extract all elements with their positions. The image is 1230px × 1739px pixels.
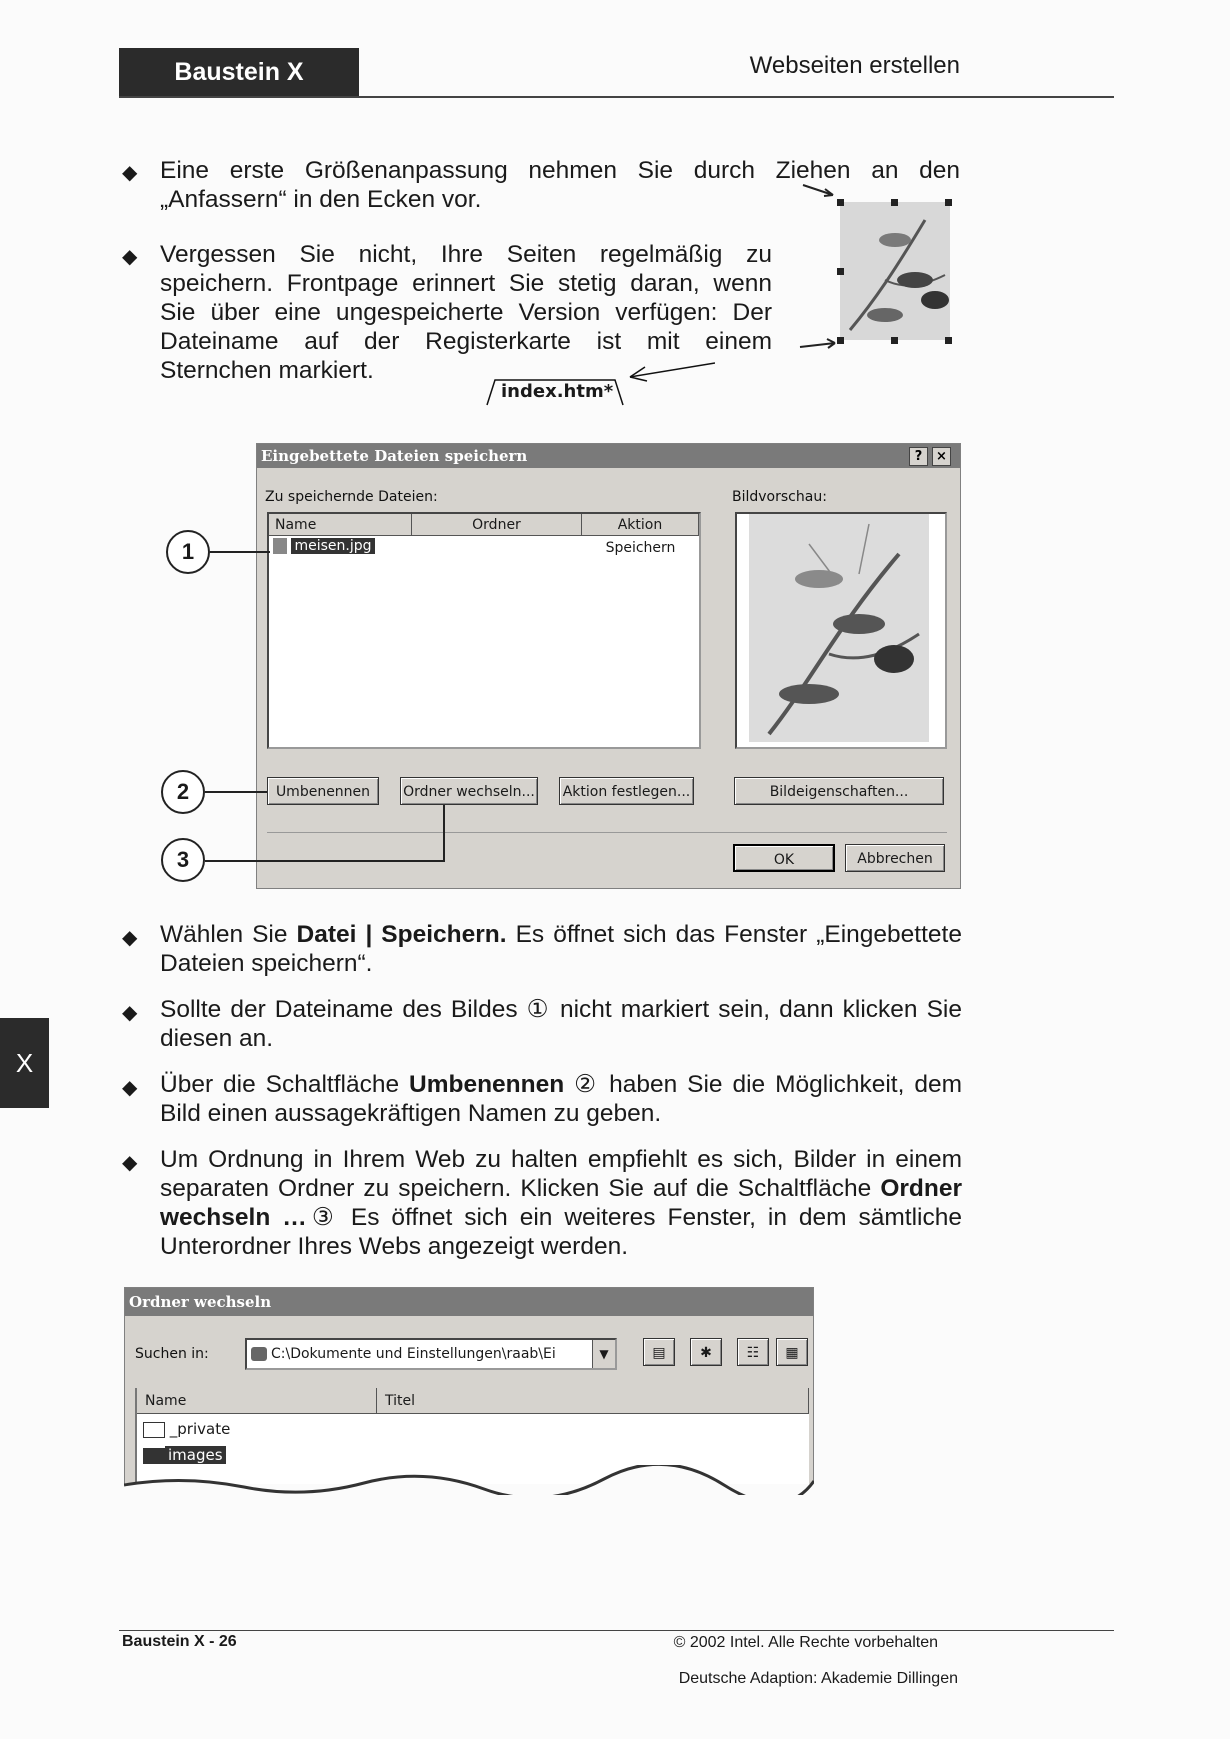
look-in-select[interactable]: [245, 1338, 617, 1370]
column-action[interactable]: Aktion: [582, 514, 699, 536]
paragraph-3: [160, 920, 962, 978]
image-preview: [735, 512, 947, 749]
callout-3-line: [205, 860, 445, 862]
column-folder[interactable]: Ordner: [412, 514, 582, 536]
dialog-titlebar: Ordner wechseln: [125, 1288, 813, 1316]
paragraph-3-text: Wählen Sie: [160, 921, 297, 948]
change-folder-button[interactable]: Ordner wechseln...: [400, 777, 538, 805]
image-properties-button[interactable]: Bildeigenschaften...: [734, 777, 944, 805]
look-in-path: C:\Dokumente und Einstellungen\raab\Ei: [271, 1346, 556, 1362]
page-title: Webseiten erstellen: [749, 52, 960, 79]
files-label: Zu speichernde Dateien:: [265, 489, 438, 505]
embedded-files-dialog: [256, 443, 961, 889]
paragraph-5-command: Umbenennen: [409, 1071, 565, 1098]
paragraph-6: [160, 1145, 962, 1261]
bullet-icon: ◆: [122, 162, 138, 184]
callout-2: 2: [161, 770, 205, 814]
folder-icon: [143, 1422, 165, 1438]
module-badge: Baustein X: [119, 48, 359, 96]
bullet-icon: ◆: [122, 927, 138, 949]
dialog-separator: [267, 832, 947, 833]
copyright: © 2002 Intel. Alle Rechte vorbehalten: [673, 1634, 938, 1651]
close-button[interactable]: ×: [932, 447, 951, 466]
change-folder-dialog: [124, 1287, 814, 1484]
list-view-button[interactable]: ☷: [737, 1338, 769, 1366]
torn-edge: [124, 1465, 814, 1495]
bird-preview-image: [749, 514, 929, 742]
dialog-titlebar: Eingebettete Dateien speichern: [257, 444, 960, 468]
folder-item-private[interactable]: [143, 1420, 230, 1438]
paragraph-5-rest: ② haben Sie die Möglichkeit, dem Bild einen aussagekräftigen Namen zu geben.: [160, 1071, 962, 1127]
callout-1-line: [210, 551, 270, 553]
paragraph-6-command: Ordner wechseln …: [160, 1175, 962, 1231]
image-file-icon: [273, 538, 287, 554]
folder-icon: [143, 1448, 165, 1464]
chevron-down-icon[interactable]: ▼: [592, 1340, 615, 1368]
rename-button[interactable]: Umbenennen: [267, 777, 379, 805]
details-view-button[interactable]: ▦: [776, 1338, 808, 1366]
column-name[interactable]: Name: [269, 514, 412, 536]
callout-1: 1: [166, 530, 210, 574]
new-folder-button[interactable]: ✱: [690, 1338, 722, 1366]
set-action-button[interactable]: Aktion festlegen...: [559, 777, 694, 805]
file-name: meisen.jpg: [291, 538, 374, 554]
footer-divider: [119, 1630, 1114, 1631]
ok-button[interactable]: OK: [733, 844, 835, 872]
cancel-button[interactable]: Abbrechen: [845, 844, 945, 872]
help-button[interactable]: ?: [909, 447, 928, 466]
column-name[interactable]: Name: [137, 1388, 377, 1414]
bird-thumbnail-image: [795, 180, 965, 360]
paragraph-6-text: Um Ordnung in Ihrem Web zu halten empfiehlt es sich, Bilder in einem separaten Ordner zu speichern. Klicken Sie auf die Schaltfläche: [160, 1146, 962, 1202]
column-title[interactable]: Titel: [377, 1388, 809, 1414]
file-action: Speichern: [605, 540, 676, 556]
paragraph-4: Sollte der Dateiname des Bildes ① nicht markiert sein, dann klicken Sie diesen an.: [160, 996, 962, 1052]
callout-3: 3: [161, 838, 205, 882]
paragraph-2: Vergessen Sie nicht, Ihre Seiten regelmäßig zu speichern. Frontpage erinnert Sie stetig daran, wenn Sie über eine ungespeicherte Version verfügen: Der Dateiname auf der Registerkarte ist mit einem Sternchen markiert.: [160, 241, 772, 384]
bullet-icon: ◆: [122, 1077, 138, 1099]
header-divider: [119, 96, 1114, 98]
adaption-credit: Deutsche Adaption: Akademie Dillingen: [678, 1670, 958, 1687]
document-tab-label: index.htm*: [501, 381, 614, 402]
up-folder-button[interactable]: ▤: [643, 1338, 675, 1366]
bullet-icon: ◆: [122, 1152, 138, 1174]
folder-item-images[interactable]: [143, 1446, 226, 1464]
paragraph-3-rest: Es öffnet sich das Fenster „Eingebettete Dateien speichern“.: [160, 921, 962, 977]
side-tab: X: [0, 1018, 49, 1108]
page-number: Baustein X - 26: [122, 1633, 237, 1650]
callout-3-line-vertical: [443, 805, 445, 862]
bullet-icon: ◆: [122, 1002, 138, 1024]
folder-item-label: _private: [169, 1420, 231, 1438]
paragraph-6-rest: ③ Es öffnet sich ein weiteres Fenster, in dem sämtliche Unterordner Ihres Webs angezeigt werden.: [160, 1204, 962, 1260]
paragraph-3-command: Datei | Speichern.: [296, 921, 507, 948]
files-list[interactable]: [267, 512, 701, 749]
paragraph-5: [160, 1070, 962, 1128]
callout-2-line: [205, 791, 267, 793]
look-in-label: Suchen in:: [135, 1346, 209, 1362]
preview-label: Bildvorschau:: [732, 489, 827, 505]
file-row[interactable]: [273, 538, 375, 554]
drive-icon: [251, 1347, 267, 1361]
bullet-icon: ◆: [122, 246, 138, 268]
folder-item-label: images: [165, 1446, 226, 1464]
paragraph-1: Eine erste Größenanpassung nehmen Sie durch Ziehen an den „Anfassern“ in den Ecken vor.: [160, 157, 960, 213]
paragraph-5-text: Über die Schaltfläche: [160, 1071, 410, 1098]
